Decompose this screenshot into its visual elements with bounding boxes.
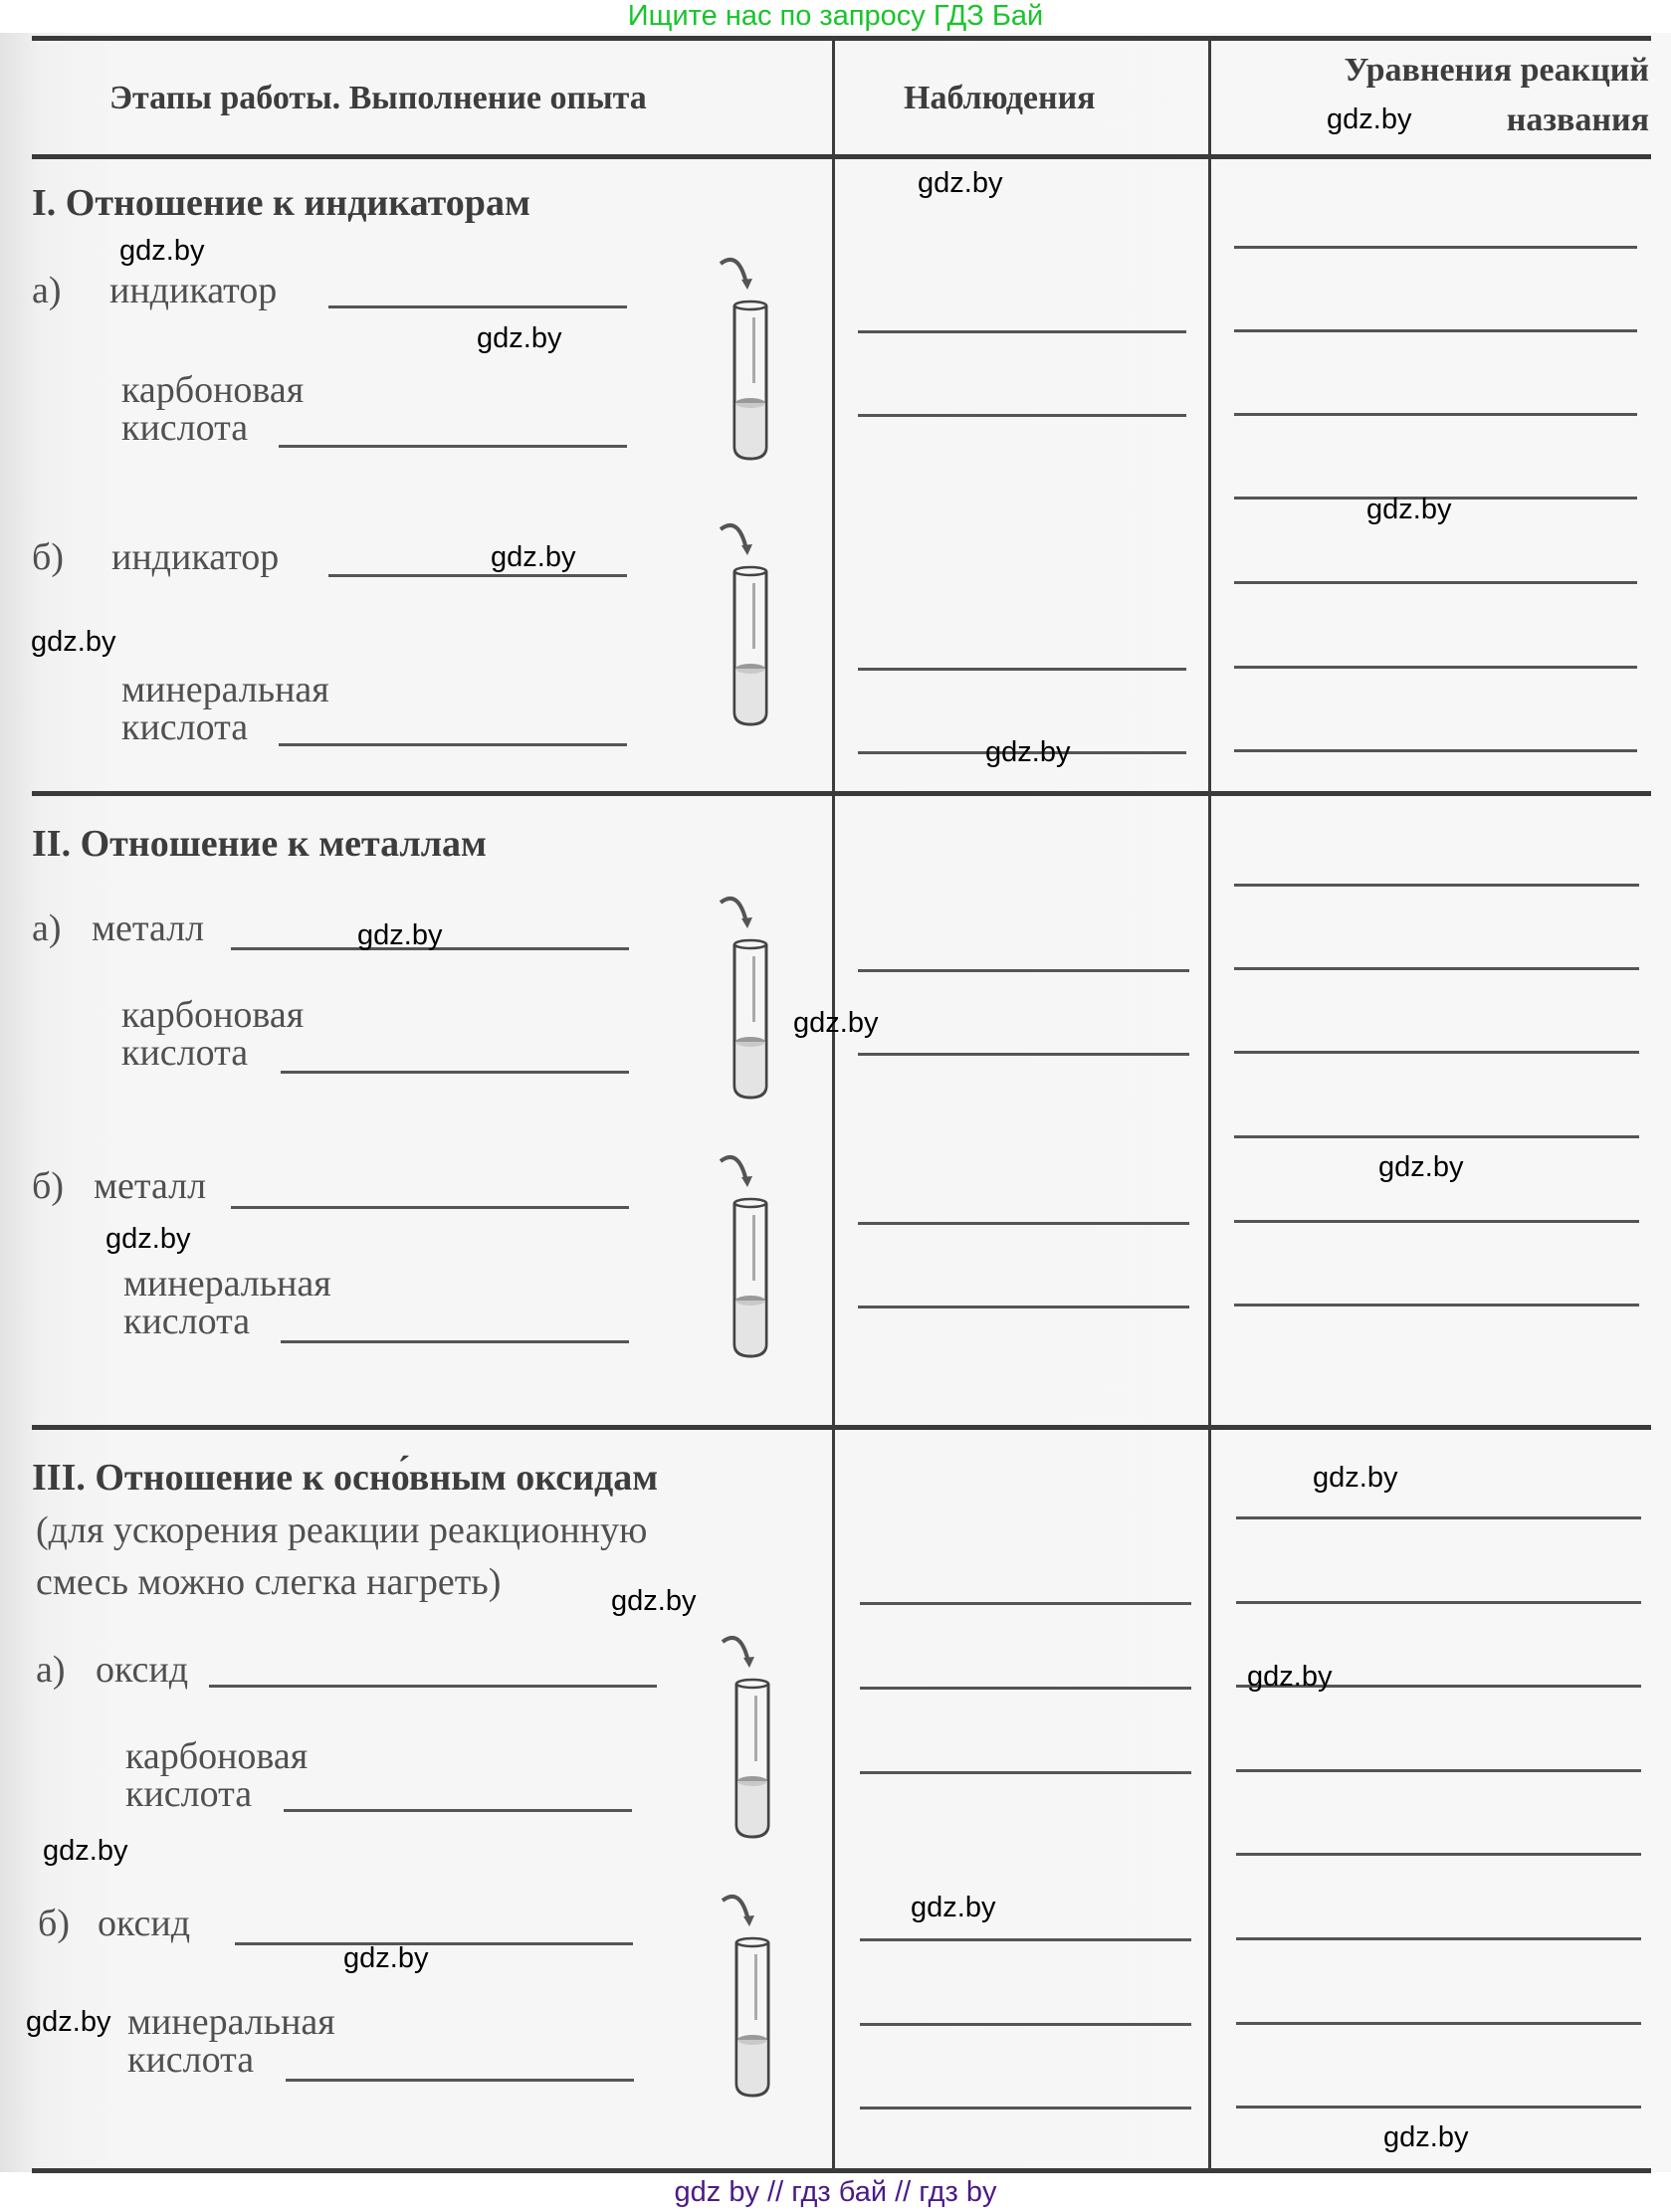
observation-answer-line[interactable] [858,969,1189,972]
observation-answer-line[interactable] [860,1771,1191,1774]
equation-answer-line[interactable] [1234,884,1639,887]
acid-label: кислота [127,2039,255,2081]
equation-answer-line[interactable] [1234,413,1637,416]
equation-answer-line[interactable] [1234,967,1639,970]
acid-label: кислота [121,706,249,748]
equation-answer-line[interactable] [1236,1601,1641,1604]
watermark: gdz.by [1247,1661,1333,1693]
test-tube-icon [709,254,768,463]
item-marker: а) [32,270,62,311]
section-title-indicators: I. Отношение к индикаторам [32,182,530,224]
reagent-label: индикатор [111,536,280,578]
reagent-label: металл [94,1165,207,1207]
acid-label: кислота [123,1301,251,1342]
item-marker: б) [32,1165,64,1207]
column-divider-1 [832,36,835,2172]
acid-fill-line[interactable] [286,2079,634,2082]
watermark: gdz.by [1383,2121,1469,2153]
reagent-fill-line[interactable] [209,1685,657,1688]
equation-answer-line[interactable] [1234,1135,1639,1138]
reagent-label: индикатор [109,270,278,311]
item-marker: а) [32,907,62,949]
header-bottom-border [32,154,1651,159]
reagent-fill-line[interactable] [231,1206,629,1209]
observation-answer-line[interactable] [858,668,1186,671]
observation-answer-line[interactable] [860,1602,1191,1605]
equation-answer-line[interactable] [1236,1853,1641,1856]
watermark: gdz.by [1313,1462,1398,1494]
observation-answer-line[interactable] [860,1938,1191,1941]
footer-links: gdz by // гдз бай // гдз by [674,2176,997,2208]
equation-answer-line[interactable] [1234,329,1637,332]
observation-answer-line[interactable] [858,414,1186,417]
observation-answer-line[interactable] [858,1306,1189,1308]
watermark: gdz.by [1378,1151,1464,1183]
table-bottom-border [32,2168,1651,2173]
acid-label: кислота [125,1773,253,1815]
section-note: смесь можно слегка нагреть) [36,1561,502,1603]
watermark: gdz.by [26,2006,111,2038]
test-tube-icon [709,519,768,728]
section-note: (для ускорения реакции реакционную [36,1509,648,1551]
acid-fill-line[interactable] [279,743,627,746]
watermark: gdz.by [911,1892,996,1923]
acid-fill-line[interactable] [281,1340,629,1343]
acid-label: кислота [121,1032,249,1074]
watermark: gdz.by [611,1585,697,1617]
observation-answer-line[interactable] [860,2023,1191,2026]
table-top-border [32,36,1651,41]
equation-answer-line[interactable] [1234,749,1637,752]
acid-label: минеральная [127,2001,335,2043]
column-header-observations: Наблюдения [904,80,1096,116]
watermark: gdz.by [105,1223,191,1255]
section-title-oxides: III. Отношение к осно́вным оксидам [32,1457,659,1499]
column-header-equations-sub: названия [1506,101,1649,138]
observation-answer-line[interactable] [860,1687,1191,1690]
equation-answer-line[interactable] [1234,581,1637,584]
equation-answer-line[interactable] [1234,246,1637,249]
reagent-fill-line[interactable] [328,574,627,577]
equation-answer-line[interactable] [1234,666,1637,669]
reagent-label: металл [92,907,205,949]
watermark: gdz.by [1366,494,1452,525]
test-tube-icon [709,893,768,1102]
acid-label: кислота [121,407,249,449]
reagent-fill-line[interactable] [235,1942,633,1945]
watermark: gdz.by [491,541,576,573]
watermark: gdz.by [357,919,443,951]
watermark: gdz.by [31,626,116,658]
observation-answer-line[interactable] [858,1222,1189,1225]
equation-answer-line[interactable] [1236,1516,1641,1519]
watermark: gdz.by [477,322,562,354]
equation-answer-line[interactable] [1234,1304,1639,1307]
test-tube-icon [709,1151,768,1360]
observation-answer-line[interactable] [860,2107,1191,2110]
section-2-divider [32,1425,1651,1430]
watermark: gdz.by [343,1942,429,1974]
watermark: gdz.by [918,167,1003,199]
acid-fill-line[interactable] [281,1071,629,1074]
observation-answer-line[interactable] [858,1053,1189,1056]
watermark: gdz.by [43,1835,128,1867]
equation-answer-line[interactable] [1234,1220,1639,1223]
acid-label: карбоновая [121,994,305,1036]
column-header-steps: Этапы работы. Выполнение опыта [109,80,647,116]
acid-fill-line[interactable] [284,1809,632,1812]
search-banner: Ищите нас по запросу ГДЗ Бай [627,0,1044,32]
reagent-label: оксид [98,1903,191,1944]
worksheet-page [0,33,1671,2172]
section-title-metals: II. Отношение к металлам [32,823,487,865]
watermark: gdz.by [1327,103,1412,135]
watermark: gdz.by [119,235,205,267]
observation-answer-line[interactable] [858,330,1186,333]
item-marker: а) [36,1649,66,1691]
test-tube-icon [711,1891,770,2100]
acid-label: минеральная [123,1263,331,1305]
equation-answer-line[interactable] [1236,2022,1641,2025]
watermark: gdz.by [985,736,1071,768]
watermark: gdz.by [793,1007,879,1039]
item-marker: б) [32,536,64,578]
reagent-label: оксид [96,1649,189,1691]
equation-answer-line[interactable] [1234,1051,1639,1054]
acid-label: минеральная [121,669,329,710]
item-marker: б) [38,1903,70,1944]
acid-label: карбоновая [121,369,305,411]
acid-label: карбоновая [125,1735,309,1777]
equation-answer-line[interactable] [1236,1937,1641,1940]
column-divider-2 [1208,36,1211,2172]
equation-answer-line[interactable] [1236,1769,1641,1772]
reagent-fill-line[interactable] [328,305,627,308]
section-1-divider [32,791,1651,796]
test-tube-icon [711,1632,770,1841]
equation-answer-line[interactable] [1236,2106,1641,2109]
acid-fill-line[interactable] [279,445,627,448]
column-header-equations: Уравнения реакций [1344,52,1649,89]
